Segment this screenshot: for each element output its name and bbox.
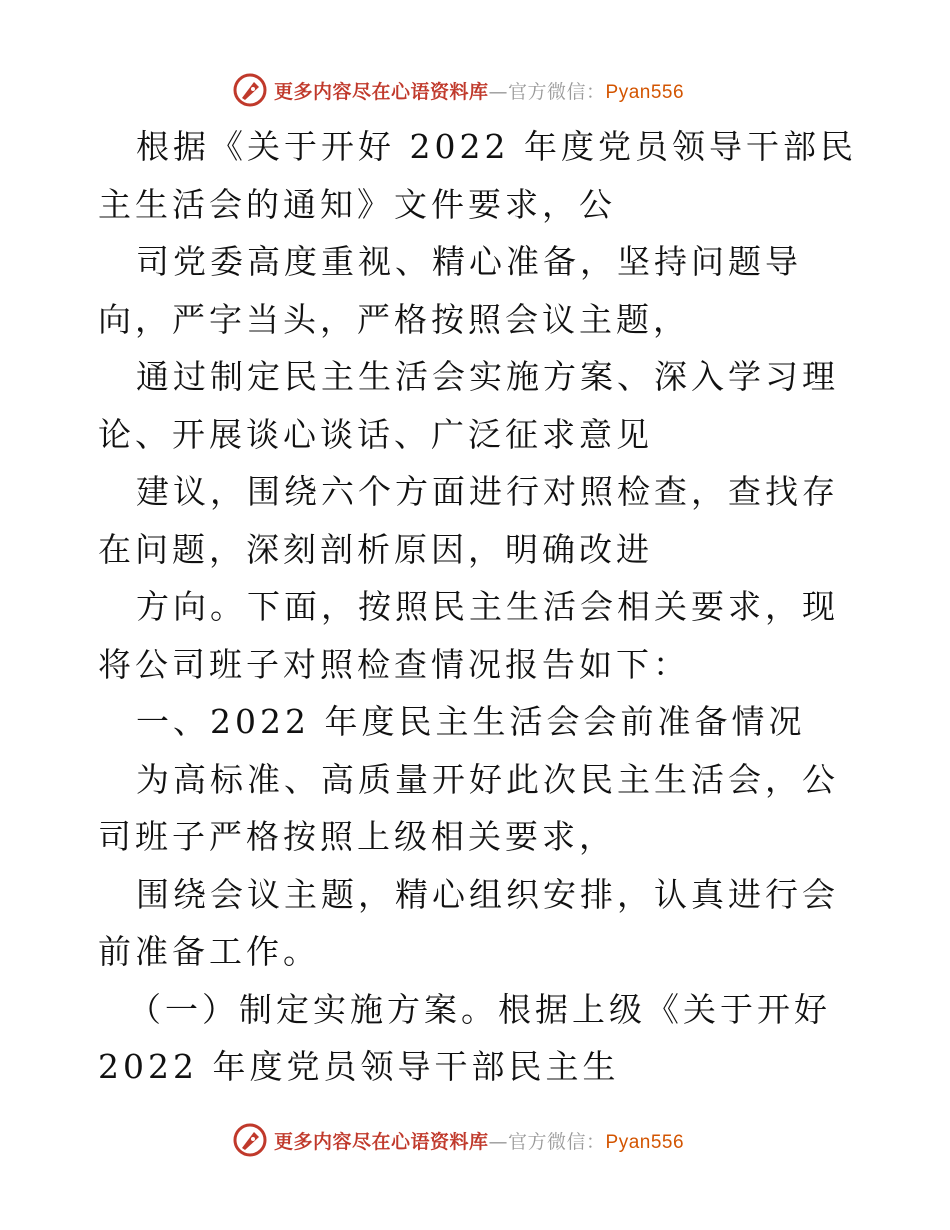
pen-nib-logo-icon: [232, 1122, 268, 1158]
watermark-wechat-id: Pyan556: [605, 1131, 685, 1153]
paragraph-section-1b: 围绕会议主题，精心组织安排，认真进行会前准备工作。: [98, 874, 839, 971]
watermark-official-label: —官方微信：: [488, 80, 606, 103]
document-body: [98, 118, 858, 1096]
subsection-heading-1: （一）制定实施方案。根据上级《关于开好: [128, 989, 831, 1029]
paragraph-section-1a: 为高标准、高质量开好此次民主生活会，公司班子严格按照上级相关要求，: [98, 759, 839, 856]
paragraph-intro-2: 司党委高度重视、精心准备，坚持问题导向，严字当头，严格按照会议主题，: [98, 242, 802, 339]
watermark-site-name: 更多内容尽在心语资料库: [274, 80, 489, 103]
watermark-text: [274, 77, 684, 104]
header-watermark-banner: [232, 72, 684, 108]
pen-nib-logo-icon: [232, 72, 268, 108]
paragraph-intro-5: 方向。下面，按照民主生活会相关要求，现将公司班子对照检查情况报告如下：: [98, 587, 839, 684]
paragraph-intro-3: 通过制定民主生活会实施方案、深入学习理论、开展谈心谈话、广泛征求意见: [98, 357, 839, 454]
paragraph-intro-4: 建议，围绕六个方面进行对照检查，查找存在问题，深刻剖析原因，明确改进: [98, 472, 839, 569]
paragraph-subsection-1: 2022 年度党员领导干部民主生: [98, 1047, 620, 1086]
footer-watermark-banner: [232, 1122, 684, 1158]
watermark-site-name: 更多内容尽在心语资料库: [274, 1130, 489, 1153]
section-heading-1: 一、2022 年度民主生活会会前准备情况: [136, 702, 806, 741]
paragraph-intro-1: 根据《关于开好 2022 年度党员领导干部民主生活会的通知》文件要求，公: [98, 127, 857, 224]
watermark-text: [274, 1127, 684, 1154]
watermark-wechat-id: Pyan556: [605, 81, 685, 103]
watermark-official-label: —官方微信：: [488, 1130, 606, 1153]
